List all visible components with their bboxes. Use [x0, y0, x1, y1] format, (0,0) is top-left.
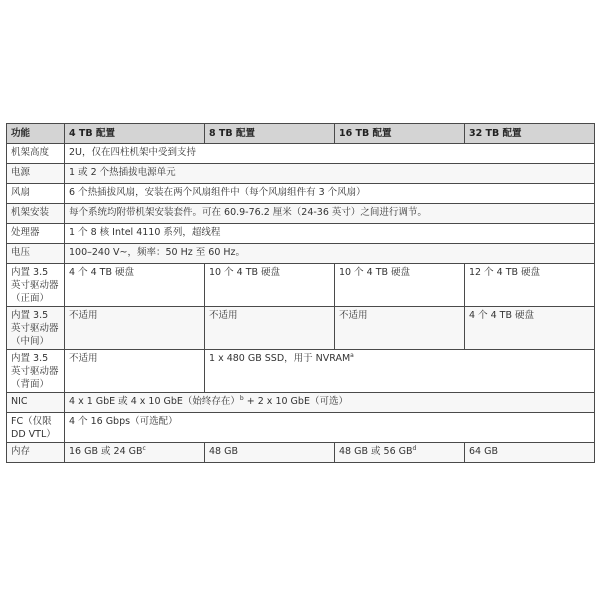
value-cell-8tb: 10 个 4 TB 硬盘	[205, 264, 335, 307]
table-row-processor	[7, 224, 595, 244]
feature-cell: 内置 3.5 英寸驱动器（正面）	[7, 264, 65, 307]
value-cell: 2U，仅在四柱机架中受到支持	[65, 144, 595, 164]
value-cell-32tb: 12 个 4 TB 硬盘	[465, 264, 595, 307]
footnote-marker: c	[142, 444, 146, 452]
nic-base-text: 4 x 1 GbE 或 4 x 10 GbE（始终存在）	[69, 396, 240, 407]
value-cell: 1 个 8 核 Intel 4110 系列，超线程	[65, 224, 595, 244]
header-row	[7, 124, 595, 144]
header-4tb: 4 TB 配置	[65, 124, 205, 144]
feature-cell: 内存	[7, 443, 65, 463]
value-cell-4tb: 不适用	[65, 307, 205, 350]
table-row-fan	[7, 184, 595, 204]
value-cell-16tb	[335, 443, 465, 463]
value-cell-8-32tb	[205, 350, 595, 393]
feature-cell: 电源	[7, 164, 65, 184]
feature-cell: 内置 3.5 英寸驱动器（背面）	[7, 350, 65, 393]
value-cell: 每个系统均附带机架安装套件。可在 60.9-76.2 厘米（24-36 英寸）之间进行调节。	[65, 204, 595, 224]
header-16tb: 16 TB 配置	[335, 124, 465, 144]
header-feature: 功能	[7, 124, 65, 144]
feature-cell: 电压	[7, 244, 65, 264]
table-row-fc	[7, 413, 595, 443]
footnote-marker: d	[412, 444, 417, 452]
value-cell: 100–240 V~，频率：50 Hz 至 60 Hz。	[65, 244, 595, 264]
memory-16tb-text: 48 GB 或 56 GB	[339, 446, 413, 457]
table-row-rack-height	[7, 144, 595, 164]
value-cell: 1 或 2 个热插拔电源单元	[65, 164, 595, 184]
value-cell-8tb: 48 GB	[205, 443, 335, 463]
nic-optional-text: + 2 x 10 GbE（可选）	[243, 396, 348, 407]
footnote-marker: a	[350, 351, 354, 359]
table-row-drives-middle	[7, 307, 595, 350]
table-row-memory	[7, 443, 595, 463]
value-cell-16tb: 不适用	[335, 307, 465, 350]
feature-cell: 风扇	[7, 184, 65, 204]
value-cell-16tb: 10 个 4 TB 硬盘	[335, 264, 465, 307]
value-cell-4tb	[65, 443, 205, 463]
value-cell: 6 个热插拔风扇，安装在两个风扇组件中（每个风扇组件有 3 个风扇）	[65, 184, 595, 204]
feature-cell: 内置 3.5 英寸驱动器（中间）	[7, 307, 65, 350]
value-cell-8tb: 不适用	[205, 307, 335, 350]
table-row-power	[7, 164, 595, 184]
feature-cell: 机架安装	[7, 204, 65, 224]
feature-cell: 处理器	[7, 224, 65, 244]
table-row-drives-back	[7, 350, 595, 393]
feature-cell: NIC	[7, 393, 65, 413]
value-cell-4tb: 不适用	[65, 350, 205, 393]
header-32tb: 32 TB 配置	[465, 124, 595, 144]
value-cell: 4 个 16 Gbps（可选配）	[65, 413, 595, 443]
table-row-rack-mount	[7, 204, 595, 224]
table-row-nic	[7, 393, 595, 413]
feature-cell: 机架高度	[7, 144, 65, 164]
memory-4tb-text: 16 GB 或 24 GB	[69, 446, 143, 457]
footnote-marker: b	[239, 394, 244, 402]
value-cell-4tb: 4 个 4 TB 硬盘	[65, 264, 205, 307]
feature-cell: FC（仅限 DD VTL）	[7, 413, 65, 443]
value-cell-32tb: 4 个 4 TB 硬盘	[465, 307, 595, 350]
value-cell-32tb: 64 GB	[465, 443, 595, 463]
table-row-drives-front	[7, 264, 595, 307]
spec-table	[6, 123, 595, 463]
table-row-voltage	[7, 244, 595, 264]
nvram-text: 1 x 480 GB SSD，用于 NVRAM	[209, 353, 351, 364]
header-8tb: 8 TB 配置	[205, 124, 335, 144]
value-cell	[65, 393, 595, 413]
